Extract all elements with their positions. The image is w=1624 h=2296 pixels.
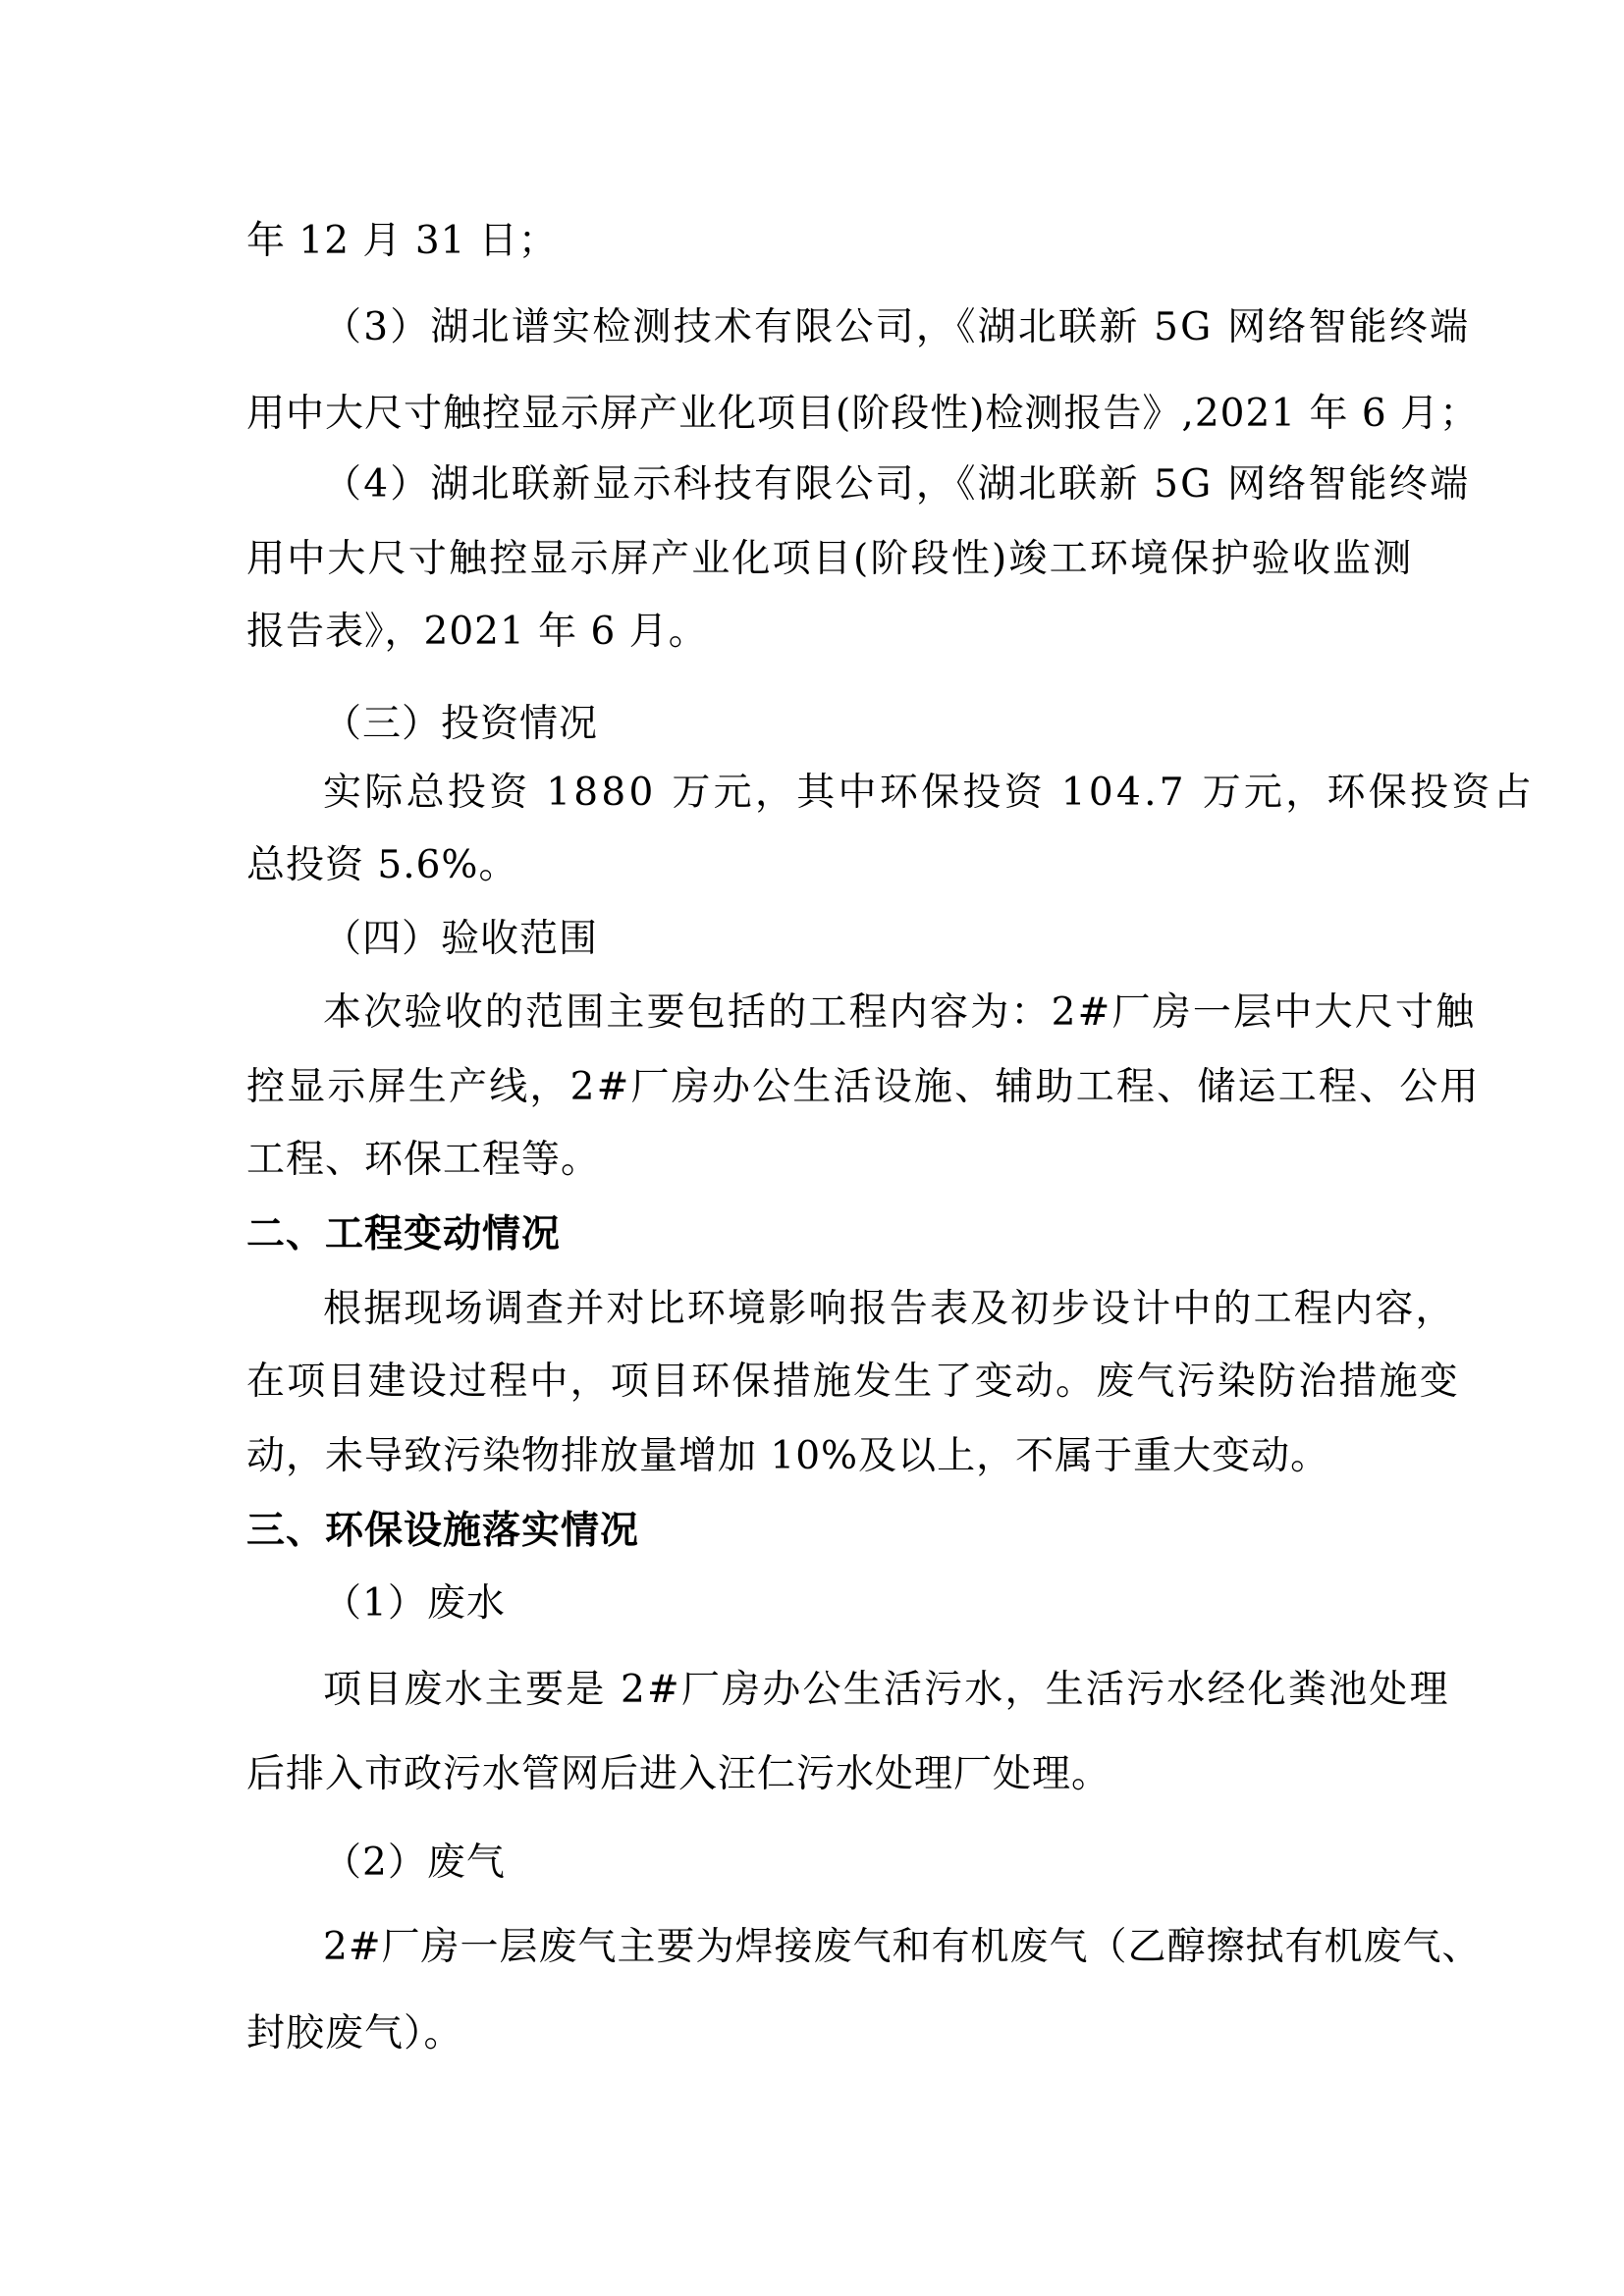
- section-heading-project-changes: 二、工程变动情况: [246, 1212, 562, 1256]
- reference-item-3: （3）湖北谱实检测技术有限公司，《湖北联新 5G 网络智能终端: [323, 305, 1471, 349]
- text-line: 用中大尺寸触控显示屏产业化项目(阶段性)竣工环境保护验收监测: [246, 537, 1414, 581]
- text-line: 动，未导致污染物排放量增加 10%及以上，不属于重大变动。: [246, 1434, 1330, 1478]
- text-line: 实际总投资 1880 万元，其中环保投资 104.7 万元，环保投资占: [323, 771, 1535, 815]
- text-line: 用中大尺寸触控显示屏产业化项目(阶段性)检测报告》,2021 年 6 月；: [246, 392, 1480, 436]
- subheading-acceptance-scope: （四）验收范围: [323, 917, 599, 961]
- text-line: 报告表》，2021 年 6 月。: [246, 610, 708, 654]
- text-line: 封胶废气）。: [246, 2011, 463, 2056]
- text-line: 工程、环保工程等。: [246, 1138, 601, 1182]
- section-heading-environmental-facilities: 三、环保设施落实情况: [246, 1509, 640, 1553]
- reference-item-4: （4）湖北联新显示科技有限公司，《湖北联新 5G 网络智能终端: [323, 462, 1471, 507]
- text-line: 总投资 5.6%。: [246, 843, 518, 887]
- subheading-waste-gas: （2）废气: [323, 1841, 506, 1885]
- text-line: 控显示屏生产线，2#厂房办公生活设施、辅助工程、储运工程、公用: [246, 1065, 1481, 1109]
- text-line: 本次验收的范围主要包括的工程内容为：2#厂房一层中大尺寸触: [323, 990, 1477, 1035]
- text-line: 年 12 月 31 日；: [246, 219, 558, 263]
- text-line: 项目废水主要是 2#厂房办公生活污水，生活污水经化粪池处理: [323, 1668, 1450, 1712]
- subheading-wastewater: （1）废水: [323, 1581, 506, 1626]
- text-line: 在项目建设过程中，项目环保措施发生了变动。废气污染防治措施变: [246, 1360, 1461, 1404]
- text-line: 后排入市政污水管网后进入汪仁污水处理厂处理。: [246, 1752, 1111, 1796]
- text-line: 根据现场调查并对比环境影响报告表及初步设计中的工程内容，: [323, 1287, 1456, 1331]
- subheading-investment: （三）投资情况: [323, 702, 599, 746]
- text-line: 2#厂房一层废气主要为焊接废气和有机废气（乙醇擦拭有机废气、: [323, 1925, 1482, 1969]
